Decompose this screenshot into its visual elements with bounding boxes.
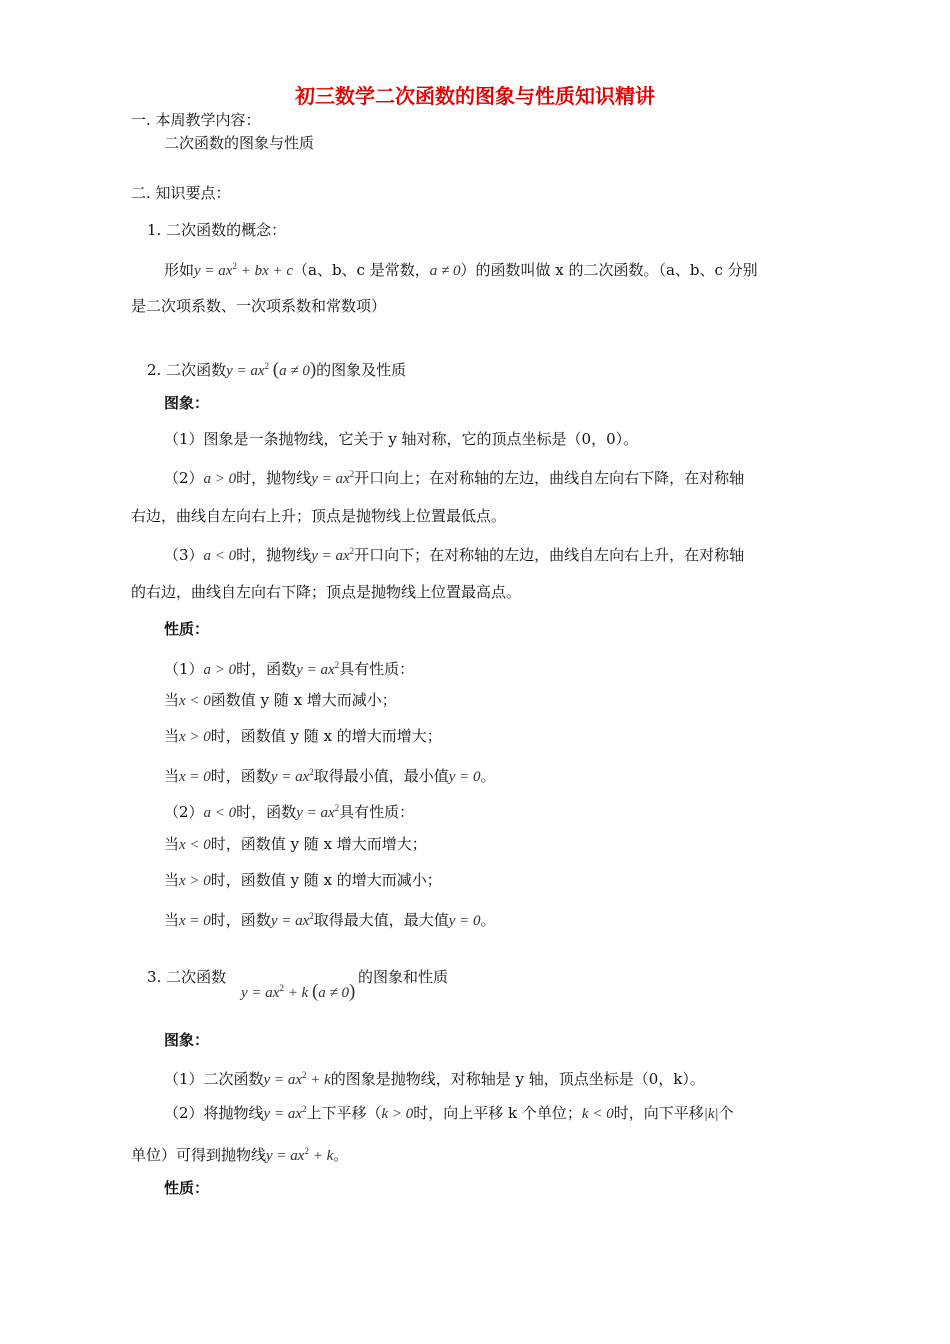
text: 上下平移（ <box>306 1104 382 1122</box>
formula-y-ax2: $y = ax^2$ (a ≠ 0) <box>226 359 317 380</box>
section-1-content: 二次函数的图象与性质 <box>164 134 315 152</box>
point-3-heading <box>147 967 226 987</box>
text: 3. 二次函数 <box>147 968 227 986</box>
formula-x-lt-0: x < 0 <box>179 693 211 709</box>
p3-image-item-1 <box>164 1065 705 1090</box>
text: 。 <box>333 1146 349 1164</box>
formula-y-ax2: $y = ax^2$ <box>270 911 314 929</box>
formula-k-lt-0: k < 0 <box>581 1106 614 1122</box>
text: ）的函数叫做 x 的二次函数。（a、b、c 分别 <box>460 261 758 279</box>
text: 时，函数 <box>210 767 271 785</box>
formula-x-lt-0: x < 0 <box>179 837 211 853</box>
text: （2） <box>164 469 204 487</box>
text: （3） <box>164 546 204 564</box>
text: （1）二次函数 <box>164 1070 264 1088</box>
text: 的图象及性质 <box>316 361 407 379</box>
formula-y-ax2-k: $y = ax^2 + k$ <box>263 1070 331 1088</box>
image-label: 图象： <box>164 394 210 412</box>
text: 。 <box>480 767 496 785</box>
formula-y-ax2: $y = ax^2$ <box>311 546 355 564</box>
formula-y-ax2: $y = ax^2$ <box>263 1104 307 1122</box>
formula-y-ax2: $y = ax^2$ <box>311 469 355 487</box>
text: 开口向下；在对称轴的左边，曲线自左向右上升，在对称轴 <box>354 546 745 564</box>
property-2-line-3 <box>164 906 496 931</box>
formula-y-ax2: $y = ax^2$ <box>296 660 340 678</box>
property-label: 性质： <box>164 620 210 638</box>
text: 个 <box>718 1104 734 1122</box>
section-1-heading: 一. 本周教学内容： <box>131 111 261 129</box>
text: 当 <box>164 835 180 853</box>
text: 当 <box>164 727 180 745</box>
image-item-2-line-1 <box>164 464 744 489</box>
text: 函数值 y 随 x 增大而减小； <box>210 691 397 709</box>
text: 具有性质： <box>339 803 415 821</box>
text: 2. 二次函数 <box>147 361 227 379</box>
image-item-1: （1）图象是一条抛物线，它关于 y 轴对称，它的顶点坐标是（0，0）。 <box>164 430 639 448</box>
property-2-line-2 <box>164 870 442 891</box>
text: 时，函数 <box>236 660 297 678</box>
text: 时，函数值 y 随 x 的增大而减小； <box>210 871 442 889</box>
text: 的图象是抛物线，对称轴是 y 轴，顶点坐标是（0，k）。 <box>330 1070 705 1088</box>
formula-a-lt-0: a < 0 <box>203 805 237 821</box>
formula-x-gt-0: x > 0 <box>179 729 211 745</box>
text: 开口向上；在对称轴的左边，曲线自左向右下降，在对称轴 <box>354 469 745 487</box>
formula-y-ax2: $y = ax^2$ <box>296 803 340 821</box>
point-3-heading-tail: 的图象和性质 <box>358 968 449 986</box>
text: （a、b、c 是常数， <box>293 261 430 279</box>
text: 当 <box>164 767 180 785</box>
formula-x-eq-0: x = 0 <box>179 913 211 929</box>
text: 时，函数 <box>210 911 271 929</box>
formula-y-eq-0: y = 0 <box>448 769 481 785</box>
text: （2）将抛物线 <box>164 1104 264 1122</box>
p3-image-item-2-line-1 <box>164 1099 734 1124</box>
property-2-heading <box>164 798 414 823</box>
text: 当 <box>164 871 180 889</box>
formula-a-gt-0: a > 0 <box>203 662 237 678</box>
formula-x-gt-0: x > 0 <box>179 873 211 889</box>
formula-y-ax2: $y = ax^2$ <box>270 767 314 785</box>
formula-a-gt-0: a > 0 <box>203 471 237 487</box>
page-title: 初三数学二次函数的图象与性质知识精讲 <box>295 84 655 108</box>
text: 时，函数值 y 随 x 增大而增大； <box>210 835 427 853</box>
formula-y-eq-0: y = 0 <box>448 913 481 929</box>
property-1-line-2 <box>164 726 442 747</box>
formula-x-eq-0: x = 0 <box>179 769 211 785</box>
p3-image-item-2-line-2 <box>131 1141 348 1166</box>
formula-k-gt-0: k > 0 <box>381 1106 414 1122</box>
point-3-heading-formula <box>241 978 355 1003</box>
text: 时，向下平移 <box>613 1104 704 1122</box>
text: 取得最小值，最小值 <box>313 767 449 785</box>
text: 当 <box>164 691 180 709</box>
property-1-line-1 <box>164 690 397 711</box>
image-item-3-line-2: 的右边，曲线自左向右下降；顶点是抛物线上位置最高点。 <box>131 583 522 601</box>
text: 。 <box>480 911 496 929</box>
text: 时，抛物线 <box>236 546 312 564</box>
text: 取得最大值，最大值 <box>313 911 449 929</box>
text: 当 <box>164 911 180 929</box>
point-1-line-2: 是二次项系数、一次项系数和常数项） <box>131 297 387 315</box>
formula-a-lt-0: a < 0 <box>203 548 237 564</box>
property-2-line-1 <box>164 834 427 855</box>
text: 时，抛物线 <box>236 469 312 487</box>
text: （1） <box>164 660 204 678</box>
text: 时，函数 <box>236 803 297 821</box>
point-1-line-1 <box>164 256 758 281</box>
property-1-line-3 <box>164 762 496 787</box>
point-1-heading: 1. 二次函数的概念： <box>147 221 287 239</box>
property-1-heading <box>164 655 414 680</box>
formula-abs-k: |k| <box>703 1106 719 1122</box>
point-2-heading <box>147 356 406 381</box>
image-label: 图象： <box>164 1031 210 1049</box>
text: 单位）可得到抛物线 <box>131 1146 267 1164</box>
text: 形如 <box>164 261 195 279</box>
text: 时，向上平移 k 个单位； <box>413 1104 582 1122</box>
image-item-3-line-1 <box>164 541 744 566</box>
property-label: 性质： <box>164 1179 210 1197</box>
formula-general: $y = ax^2$ + bx + c <box>194 261 294 279</box>
formula-a-ne-0: a ≠ 0 <box>429 263 461 279</box>
image-item-2-line-2: 右边，曲线自左向右上升；顶点是抛物线上位置最低点。 <box>131 507 507 525</box>
text: 具有性质： <box>339 660 415 678</box>
text: 时，函数值 y 随 x 的增大而增大； <box>210 727 442 745</box>
section-2-heading: 二. 知识要点： <box>131 184 231 202</box>
formula-y-ax2-k: $y = ax^2 + k$ (a ≠ 0) <box>241 981 356 1002</box>
text: （2） <box>164 803 204 821</box>
formula-y-ax2-k: $y = ax^2 + k$ <box>266 1146 334 1164</box>
